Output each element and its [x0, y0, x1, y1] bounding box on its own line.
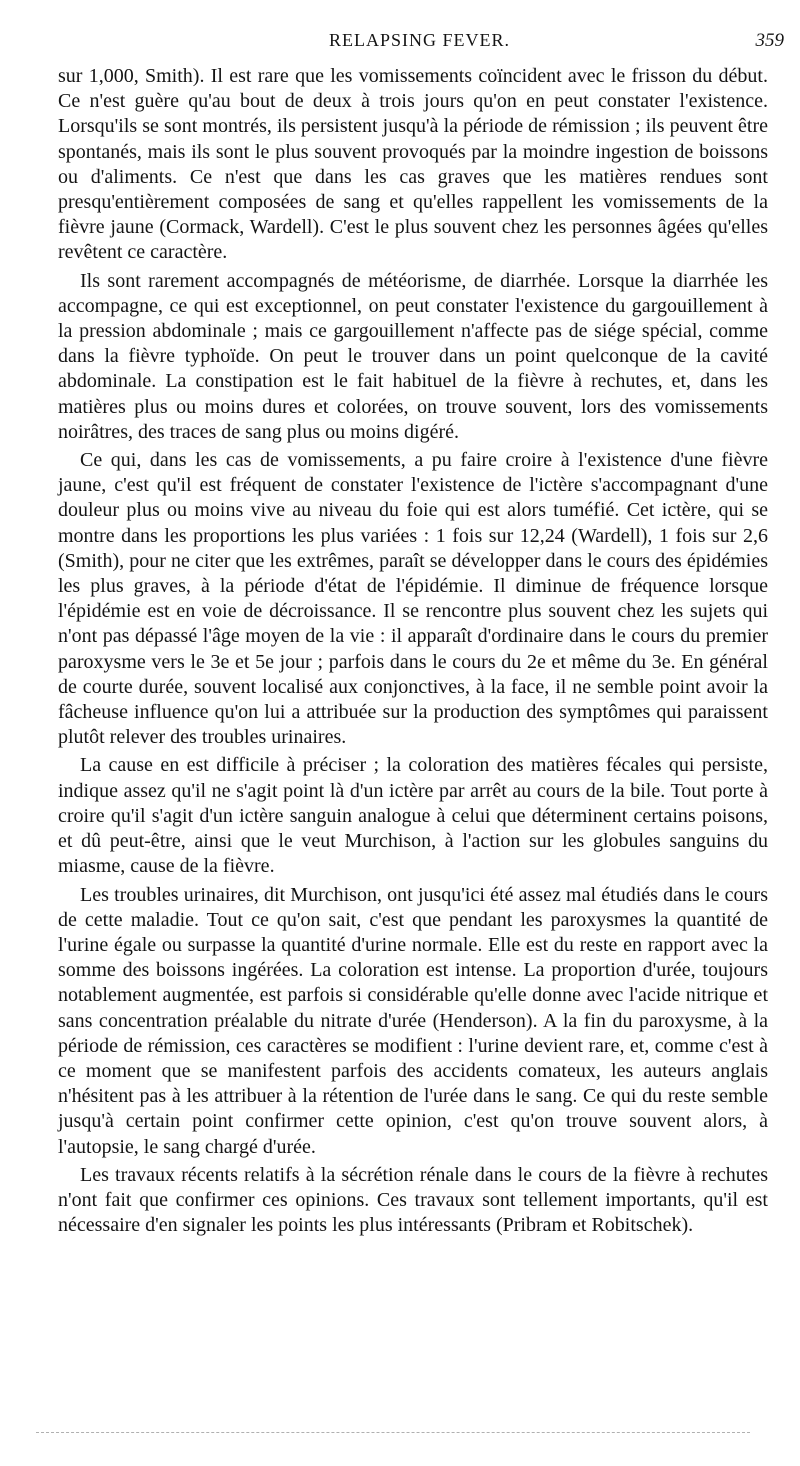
- paragraph-vomiting: sur 1,000, Smith). Il est rare que les vomissements coïncident avec le frisson du début. Ce n'est guère qu'au bout de deux à trois jours qu'on en peut constater l'existence. Lorsqu'ils se sont montrés, ils persistent jusqu'à la période de rémission ; ils peuvent être spontanés, mais ils sont le plus souvent provoqués par la moindre ingestion de boissons ou d'aliments. Ce n'est que dans les cas graves que les matières rendues sont presqu'entièrement composées de sang et qu'elles rappellent les vomissements de la fièvre jaune (Cormack, Wardell). C'est le plus souvent chez les personnes âgées qu'elles revêtent ce caractère.: [58, 65, 768, 264]
- paragraph-renal-secretion: Les travaux récents relatifs à la sécrétion rénale dans le cours de la fièvre à rechutes n'ont fait que confirmer ces opinions. Ces travaux sont tellement importants, qu'il est nécessaire d'en signaler les points les plus intéressants (Pribram et Robitschek).: [58, 1163, 768, 1237]
- footer-divider: [36, 1432, 750, 1433]
- running-title: RELAPSING FEVER.: [328, 30, 510, 50]
- page-header: [55, 30, 784, 56]
- body-text: [58, 64, 768, 1241]
- page-number: 359: [755, 30, 784, 51]
- paragraph-urinary-troubles: Les troubles urinaires, dit Murchison, ont jusqu'ici été assez mal étudiés dans le cours de cette maladie. Tout ce qu'on sait, c'est que pendant les paroxysmes la quantité de l'urine égale ou surpasse la quantité d'urine normale. Elle est du reste en rapport avec la somme des boissons ingérées. La coloration est intense. La proportion d'urée, toujours notablement augmentée, est parfois si considérable qu'elle donne avec l'acide nitrique et sans concentration préalable du nitrate d'urée (Henderson). A la fin du paroxysme, à la période de rémission, ces caractères se modifient : l'urine devient rare, et, comme c'est à ce moment que se manifestent parfois des accidents comateux, les auteurs anglais n'hésitent pas à les attribuer à la rétention de l'urée dans le sang. Ce qui du reste semble jusqu'à certain point confirmer cette opinion, c'est qu'on trouve souvent alors, à l'autopsie, le sang chargé d'urée.: [58, 883, 768, 1158]
- paragraph-meteorism: Ils sont rarement accompagnés de météorisme, de diarrhée. Lorsque la diarrhée les accompagne, ce qui est exceptionnel, on peut constater l'existence du gargouillement à la pression abdominale ; mais ce gargouillement n'affecte pas de siége spécial, comme dans la fièvre typhoïde. On peut le trouver dans un point quelconque de la cavité abdominale. La constipation est le fait habituel de la fièvre à rechutes, et, dans les matières plus ou moins dures et colorées, on trouve souvent, lors des vomissements noirâtres, des traces de sang plus ou moins digéré.: [58, 269, 768, 443]
- paragraph-icterus: Ce qui, dans les cas de vomissements, a pu faire croire à l'existence d'une fièvre jaune, c'est qu'il est fréquent de constater l'existence de l'ictère s'accompagnant d'une douleur plus ou moins vive au niveau du foie qui est alors tuméfié. Cet ictère, qui se montre dans les proportions les plus variées : 1 fois sur 12,24 (Wardell), 1 fois sur 2,6 (Smith), pour ne citer que les extrêmes, paraît se développer dans le cours des épidémies les plus graves, à la période d'état de l'épidémie. Il diminue de fréquence lorsque l'épidémie est en voie de décroissance. Il se rencontre plus souvent chez les sujets qui n'ont pas dépassé l'âge moyen de la vie : il apparaît d'ordinaire dans le cours du premier paroxysme vers le 3e et 5e jour ; parfois dans le cours du 2e et même du 3e. En général de courte durée, souvent localisé aux conjonctives, à la face, il ne semble point avoir la fâcheuse influence qu'on lui a attribuée sur la production des symptômes qui paraissent plutôt relever des troubles urinaires.: [58, 449, 768, 749]
- paragraph-icterus-cause: La cause en est difficile à préciser ; la coloration des matières fécales qui persiste, indique assez qu'il ne s'agit point là d'un ictère par arrêt au cours de la bile. Tout porte à croire qu'il s'agit d'un ictère sanguin analogue à celui que déterminent certains poisons, et dû peut-être, ainsi que le veut Murchison, à l'action sur les globules sanguins du miasme, cause de la fièvre.: [58, 754, 768, 878]
